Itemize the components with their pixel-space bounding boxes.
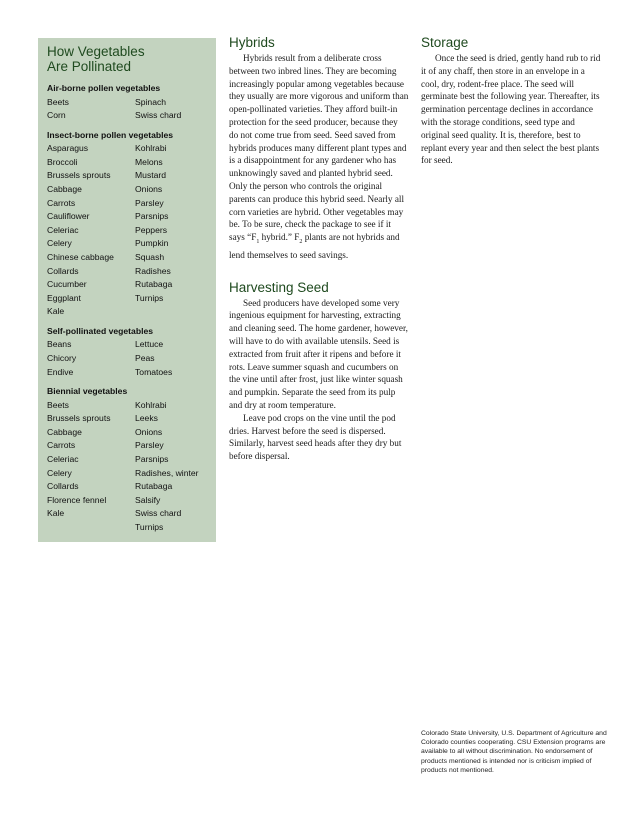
- vegetable-item: Parsnips: [135, 211, 169, 222]
- vegetable-item: Kohlrabi: [135, 399, 167, 410]
- storage-body: [421, 52, 601, 167]
- vegetable-item: Chicory: [47, 353, 77, 363]
- vegetable-item: Kohlrabi: [135, 143, 167, 154]
- storage-heading: Storage: [421, 35, 469, 50]
- vegetable-item: Onions: [135, 183, 163, 194]
- subscript-2: 2: [299, 238, 303, 245]
- group-heading: Self-pollinated vegetables: [47, 325, 154, 336]
- storage-paragraph: Once the seed is dried, gently hand rub to rid it of any chaff, then store in an envelope in a cool, dry, rodent-free place. The seed will germinate best the following year. Thereafter, its germination percentage declines in accordance with the storage conditions, seed type and original seed quality. It is, therefore, best to replant every year and then select the best plants for seed.: [421, 53, 601, 166]
- vegetable-item: Tomatoes: [135, 366, 173, 377]
- group-heading: Air-borne pollen vegetables: [47, 83, 161, 93]
- vegetable-item: Celeriac: [47, 454, 79, 465]
- sidebar-title: [47, 44, 207, 74]
- vegetable-item: Parsley: [135, 440, 164, 451]
- vegetable-item: Beets: [47, 399, 69, 410]
- vegetable-item: Peppers: [135, 224, 168, 235]
- hybrids-text-part3: plants are not hybrids and lend themselves to seed savings.: [229, 232, 400, 260]
- vegetable-list: [47, 399, 207, 535]
- vegetable-item: Turnips: [135, 522, 164, 533]
- vegetable-item: Asparagus: [47, 143, 89, 154]
- footer-disclaimer: Colorado State University, U.S. Department of Agriculture and Colorado counties cooperating. CSU Extension programs are available to all without discrimination. No endorsement of products mentioned is intended nor is criticism implied of products not mentioned.: [421, 730, 607, 774]
- vegetable-item: Cauliflower: [47, 211, 90, 222]
- vegetable-item: Peas: [135, 353, 155, 363]
- vegetable-item: Brussels sprouts: [47, 413, 111, 424]
- vegetable-item: Celery: [47, 467, 72, 478]
- vegetable-item: [47, 521, 135, 535]
- vegetable-item: Spinach: [135, 96, 167, 107]
- vegetable-item: Eggplant: [47, 292, 81, 303]
- vegetable-item: Leeks: [135, 413, 158, 424]
- vegetable-item: Radishes, winter: [135, 467, 199, 478]
- vegetable-item: Rutabaga: [135, 481, 173, 492]
- hybrids-paragraph: [229, 52, 409, 262]
- hybrids-body: [229, 52, 409, 262]
- vegetable-item: Corn: [47, 110, 66, 121]
- vegetable-item: Endive: [47, 366, 74, 377]
- column-hybrids-harvesting: [229, 35, 409, 463]
- column-storage: [421, 35, 601, 167]
- vegetable-item: Pumpkin: [135, 238, 169, 249]
- vegetable-item: Beets: [47, 96, 69, 107]
- vegetable-item: Radishes: [135, 265, 171, 276]
- vegetable-item: Melons: [135, 156, 163, 167]
- vegetable-item: Lettuce: [135, 339, 164, 350]
- sidebar-title-line2: Are Pollinated: [47, 59, 132, 74]
- vegetable-item: Cabbage: [47, 183, 82, 194]
- vegetable-item: Mustard: [135, 170, 167, 181]
- vegetable-item: Florence fennel: [47, 494, 107, 505]
- vegetable-item: Swiss chard: [135, 110, 182, 121]
- vegetable-item: Brussels sprouts: [47, 170, 111, 181]
- vegetable-item: Cabbage: [47, 426, 82, 437]
- vegetable-item: Swiss chard: [135, 508, 182, 519]
- vegetable-item: Chinese cabbage: [47, 251, 114, 262]
- group-heading: Biennial vegetables: [47, 386, 128, 397]
- vegetable-item: Celery: [47, 238, 72, 249]
- subscript-1: 1: [256, 238, 260, 245]
- harvesting-paragraph-2: Leave pod crops on the vine until the pod dries. Harvest before the seed is dispersed. Similarly, harvest seed heads after they dry but before dispersal.: [229, 412, 402, 462]
- vegetable-groups: [47, 82, 207, 535]
- vegetable-item: Collards: [47, 265, 79, 276]
- harvesting-paragraph-1: Seed producers have developed some very ingenious equipment for harvesting, extracting and cleaning seed. The home gardener, however, will have to do with available utensils. Seed is extracted from fruit after it ripens and before it rots. Leave summer squash and cucumbers on the vine until after frost, just like winter squash and pumpkin. Separate the seed from its pulp and dry at room temperature.: [229, 297, 408, 410]
- vegetable-item: Celeriac: [47, 224, 79, 235]
- sidebar-title-line1: How Vegetables: [47, 44, 145, 59]
- vegetable-list: [47, 96, 207, 123]
- vegetable-item: Parsnips: [135, 454, 169, 465]
- vegetable-item: Kale: [47, 508, 65, 519]
- vegetable-item: Parsley: [135, 197, 164, 208]
- vegetable-item: Onions: [135, 426, 163, 437]
- hybrids-text-part1: Hybrids result from a deliberate cross between two inbred lines. They are becoming increasingly popular among vegetables because they usually are more vigorous and uniform than open-pollinated varieties. They afford built-in protection for the seed producer, because they do not come true from seed. Seed saved from hybrids produces many different plant types and is a disappointment for any gardener who has unknowingly saved and planted hybrid seed. Only the person who controls the original parents can produce this hybrid seed. Nearly all corn varieties are hybrid. Other vegetables may be. To be sure, check the package to see if it says “F: [229, 53, 409, 243]
- vegetable-item: Turnips: [135, 292, 164, 303]
- vegetable-list: [47, 338, 207, 379]
- hybrids-text-part2: hybrid.” F: [259, 232, 300, 243]
- vegetable-item: Carrots: [47, 197, 76, 208]
- vegetable-item: Collards: [47, 481, 79, 492]
- hybrids-heading: Hybrids: [229, 35, 275, 50]
- group-heading: Insect-borne pollen vegetables: [47, 129, 174, 140]
- vegetable-list: [47, 142, 207, 319]
- vegetable-item: Kale: [47, 306, 65, 317]
- vegetable-item: Beans: [47, 339, 72, 350]
- vegetable-item: Carrots: [47, 440, 76, 451]
- harvesting-heading: Harvesting Seed: [229, 279, 329, 295]
- vegetable-item: Cucumber: [47, 279, 87, 290]
- vegetable-item: Salsify: [135, 494, 161, 505]
- harvesting-body: [229, 297, 409, 463]
- pollination-sidebar: [38, 38, 216, 542]
- vegetable-item: Rutabaga: [135, 279, 173, 290]
- vegetable-item: Squash: [135, 251, 165, 262]
- vegetable-item: Broccoli: [47, 156, 78, 167]
- vegetable-item: [135, 305, 207, 319]
